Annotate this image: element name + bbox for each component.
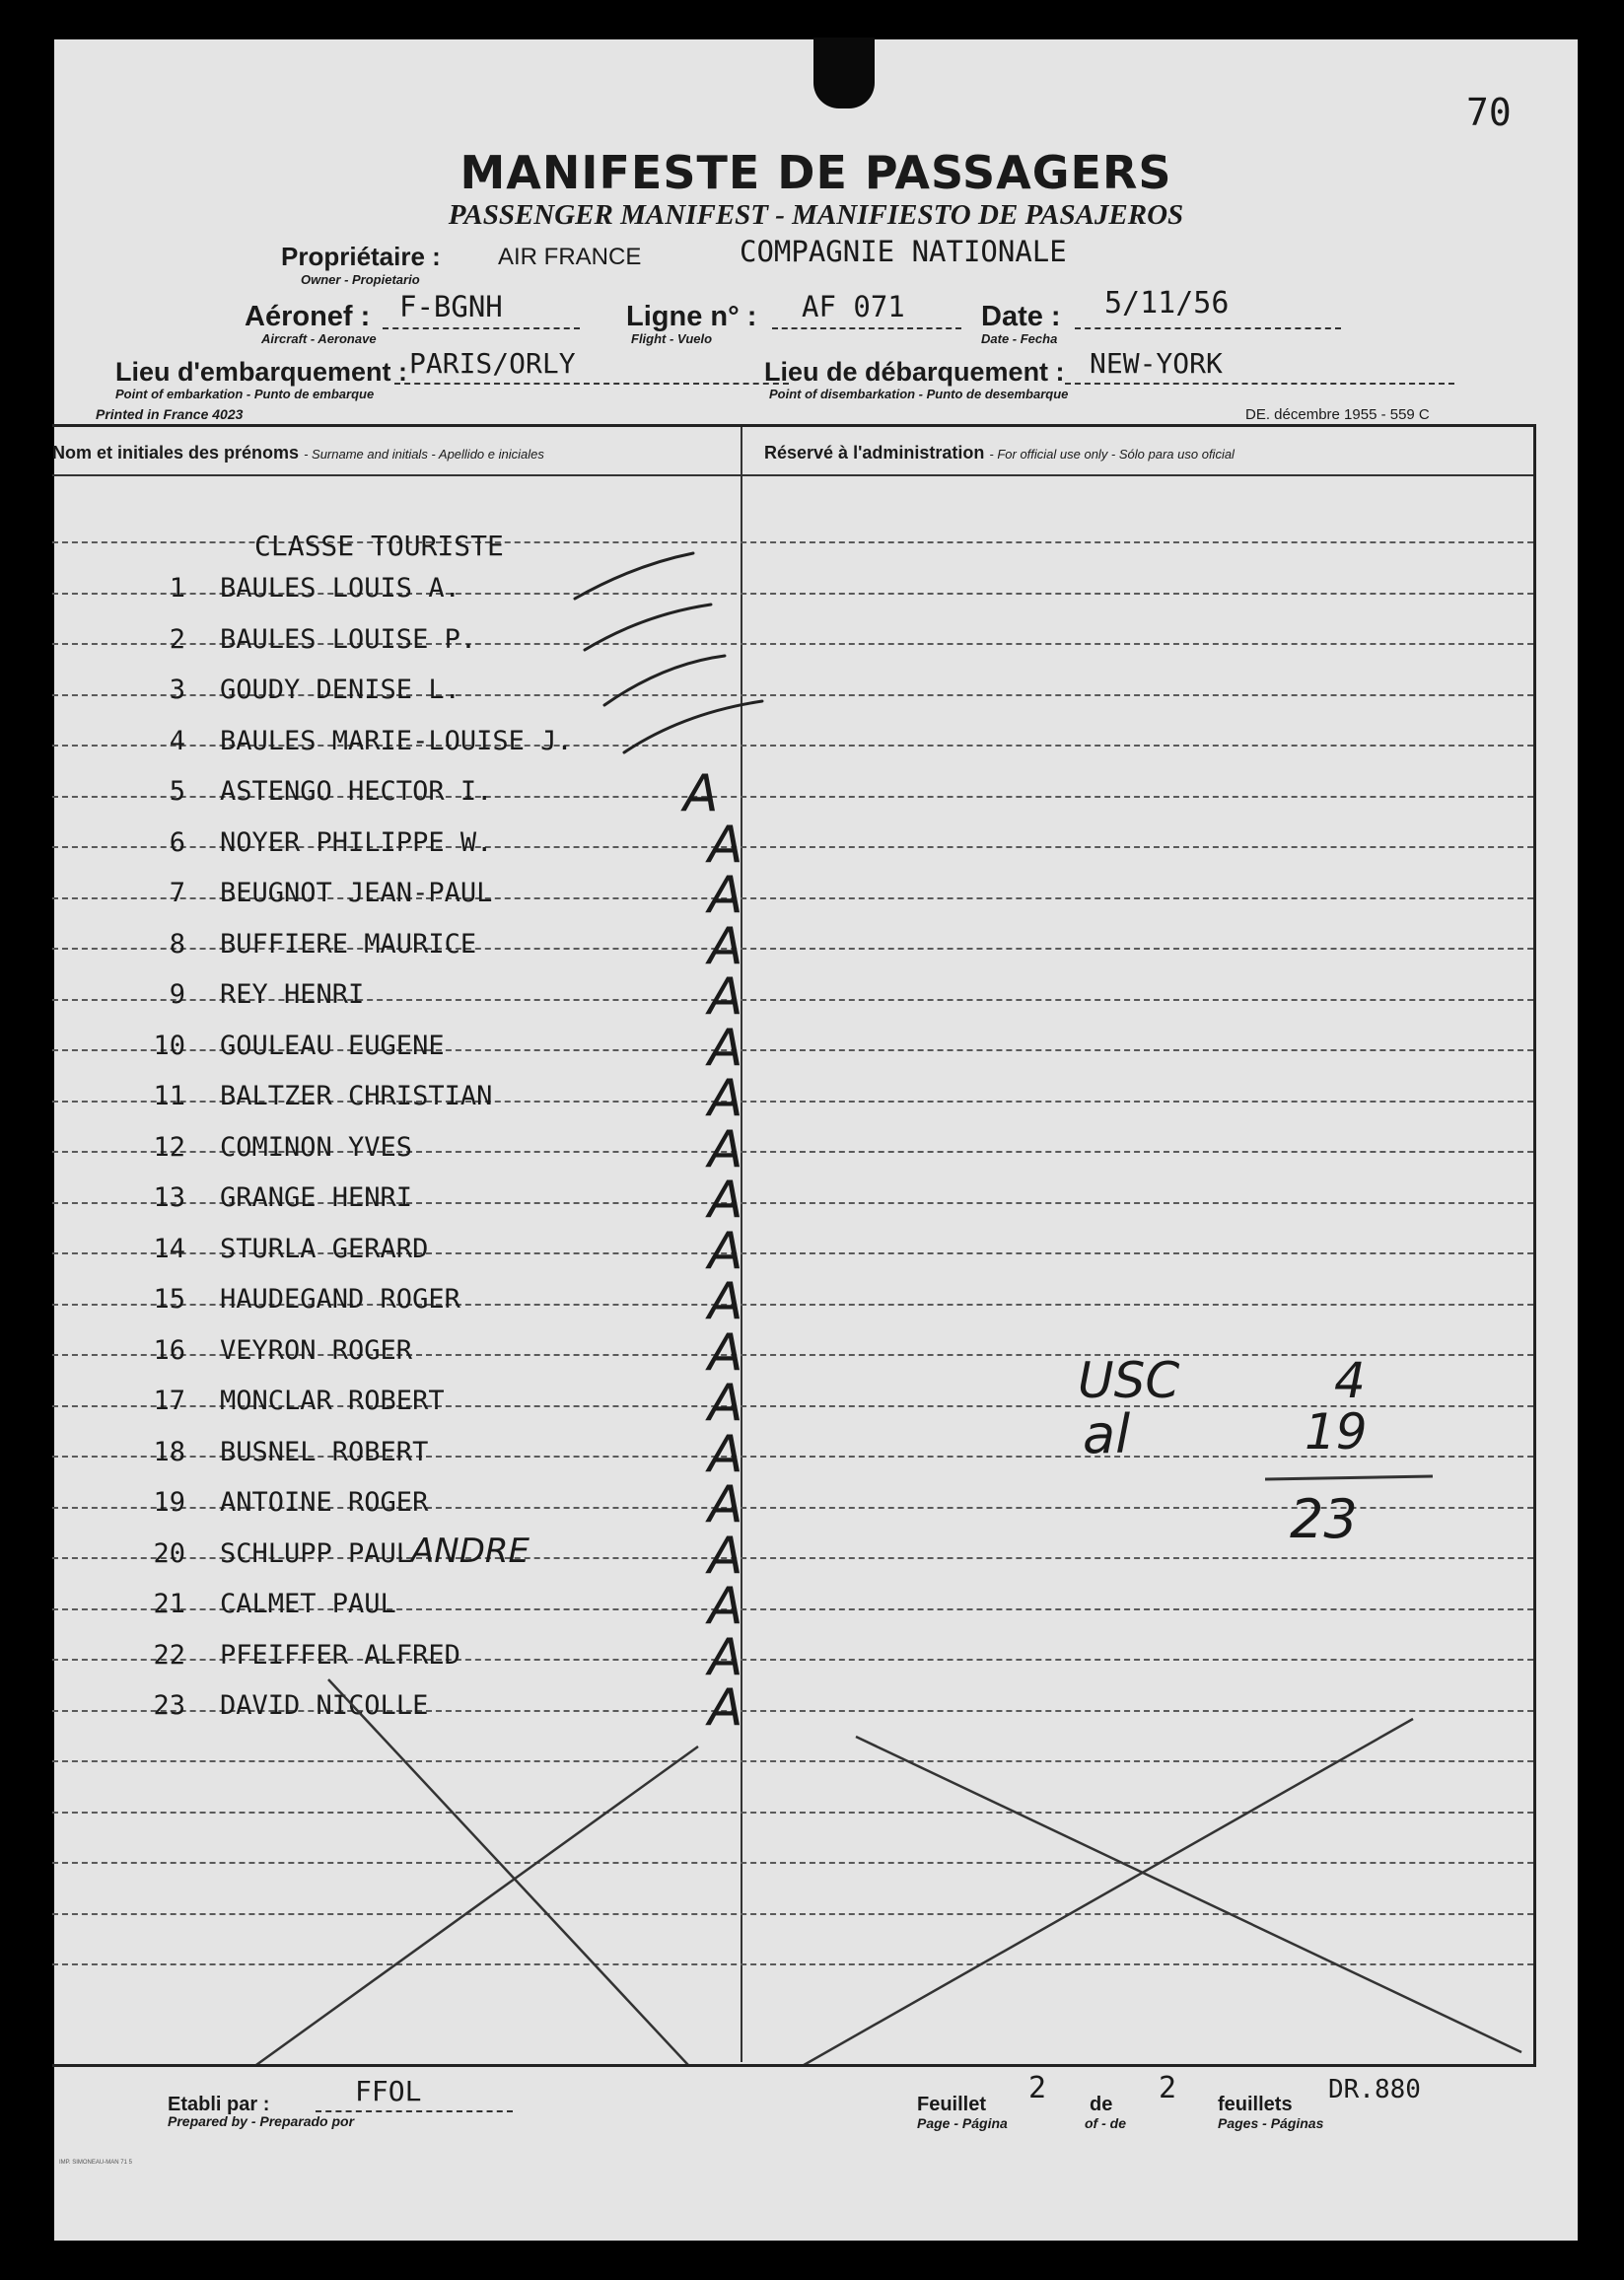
- passenger-number: 8: [169, 928, 185, 960]
- sheet-label: Feuillet: [917, 2094, 987, 2115]
- passenger-mark: A: [708, 916, 743, 976]
- check-mark-1: [575, 553, 693, 599]
- flight-label: Ligne n° :: [626, 301, 757, 332]
- passenger-number: 23: [153, 1690, 185, 1721]
- passenger-name: PFEIFFER ALFRED: [220, 1639, 460, 1671]
- passenger-name: BUSNEL ROBERT: [220, 1436, 429, 1467]
- passenger-mark: A: [708, 1069, 743, 1128]
- form-subtitle: PASSENGER MANIFEST - MANIFIESTO DE PASAJEROS: [448, 199, 1184, 231]
- passenger-name: REY HENRI: [220, 979, 365, 1010]
- passenger-number: 19: [153, 1487, 185, 1518]
- passenger-mark: A: [708, 1374, 743, 1433]
- passenger-name: BAULES LOUIS A.: [220, 573, 460, 604]
- disembark-value: NEW-YORK: [1090, 347, 1223, 380]
- passenger-number: 14: [153, 1233, 185, 1264]
- passenger-mark: A: [708, 1018, 743, 1078]
- passenger-mark: A: [708, 1577, 743, 1636]
- passenger-mark: A: [708, 1475, 743, 1534]
- cross-out-left-1: [328, 1679, 742, 2064]
- sheet-sub-of: of - de: [1085, 2115, 1126, 2131]
- passenger-number: 3: [169, 675, 185, 705]
- passenger-mark: A: [708, 1322, 743, 1383]
- owner-airline: AIR FRANCE: [498, 244, 642, 270]
- passenger-name: BEUGNOT JEAN-PAUL: [220, 878, 493, 908]
- tally-al-label: al: [1083, 1403, 1131, 1465]
- sheet-of-value: 2: [1159, 2071, 1177, 2105]
- passenger-name: GOUDY DENISE L.: [220, 675, 460, 705]
- flight-line: [772, 327, 961, 329]
- passenger-mark: A: [708, 1272, 743, 1331]
- cross-out-right-2: [733, 1719, 1413, 2064]
- check-mark-4: [624, 701, 762, 752]
- date-value: 5/11/56: [1104, 286, 1230, 321]
- passenger-name: SCHLUPP PAUL: [220, 1537, 413, 1569]
- passenger-name: HAUDEGAND ROGER: [220, 1284, 460, 1315]
- passenger-mark: A: [708, 866, 743, 925]
- embark-label: Lieu d'embarquement :: [115, 357, 407, 387]
- embark-sublabel: Point of embarkation - Punto de embarque: [115, 387, 375, 401]
- disembark-sublabel: Point of disembarkation - Punto de desembarque: [769, 387, 1069, 401]
- passenger-name: BALTZER CHRISTIAN: [220, 1081, 493, 1111]
- flight-value: AF 071: [802, 290, 905, 323]
- sheet-value: 2: [1028, 2071, 1047, 2105]
- passenger-name: NOYER PHILIPPE W.: [220, 826, 493, 858]
- passenger-number: 9: [169, 979, 185, 1010]
- owner-sublabel: Owner - Propietario: [301, 272, 420, 287]
- sheet-sub-page: Page - Página: [917, 2115, 1008, 2131]
- passenger-mark: A: [708, 1424, 743, 1484]
- printed-note: Printed in France 4023: [96, 406, 244, 422]
- column-header-right: Réservé à l'administration - For official use only - Sólo para uso oficial: [764, 443, 1235, 463]
- passenger-number: 20: [153, 1537, 185, 1569]
- passenger-number: 11: [153, 1081, 185, 1111]
- passenger-number: 10: [153, 1030, 185, 1061]
- check-mark-2: [585, 605, 711, 650]
- prepared-line: [316, 2110, 513, 2112]
- passenger-mark: A: [708, 815, 743, 875]
- form-code: DE. décembre 1955 - 559 C: [1245, 406, 1430, 423]
- passenger-name: ANTOINE ROGER: [220, 1487, 429, 1518]
- passenger-name: GRANGE HENRI: [220, 1182, 413, 1213]
- aircraft-line: [383, 327, 580, 329]
- manifest-sheet: [54, 39, 1578, 2241]
- passenger-mark: A: [708, 1221, 743, 1281]
- passenger-name: GOULEAU EUGENE: [220, 1030, 445, 1061]
- form-dr-code: DR.880: [1328, 2075, 1421, 2104]
- passenger-mark: A: [708, 1627, 743, 1687]
- passenger-mark: A: [708, 1171, 743, 1230]
- passenger-name: BUFFIERE MAURICE: [220, 928, 477, 960]
- passenger-number: 13: [153, 1182, 185, 1213]
- passenger-name: STURLA GERARD: [220, 1233, 429, 1264]
- embark-value: PARIS/ORLY: [409, 347, 576, 380]
- flight-sublabel: Flight - Vuelo: [631, 331, 713, 346]
- tally-al-value: 19: [1305, 1403, 1368, 1461]
- disembark-label: Lieu de débarquement :: [764, 357, 1065, 387]
- sheet-of-label: de: [1090, 2094, 1113, 2115]
- tally-usc-label: USC: [1078, 1352, 1180, 1409]
- cross-out-marks: [52, 427, 1533, 2064]
- cross-out-left-2: [200, 1746, 698, 2064]
- passenger-name: COMINON YVES: [220, 1131, 413, 1163]
- passenger-number: 5: [169, 776, 185, 807]
- prepared-value: FFOL: [355, 2075, 422, 2107]
- passenger-number: 15: [153, 1284, 185, 1315]
- aircraft-value: F-BGNH: [399, 290, 503, 323]
- aircraft-label: Aéronef :: [245, 301, 371, 332]
- passenger-name: VEYRON ROGER: [220, 1334, 413, 1366]
- passenger-name: ASTENGO HECTOR I.: [220, 776, 493, 807]
- sheet-suffix: feuillets: [1218, 2094, 1293, 2115]
- passenger-mark: A: [708, 967, 743, 1027]
- passenger-number: 12: [153, 1131, 185, 1163]
- passenger-number: 7: [169, 878, 185, 908]
- class-label: CLASSE TOURISTE: [254, 530, 504, 562]
- owner-value: COMPAGNIE NATIONALE: [740, 235, 1067, 268]
- prepared-label: Etabli par :: [168, 2094, 270, 2115]
- passenger-number: 1: [169, 573, 185, 604]
- passenger-number: 4: [169, 725, 185, 756]
- passenger-number: 17: [153, 1386, 185, 1416]
- passenger-number: 6: [169, 826, 185, 858]
- date-line: [1075, 327, 1341, 329]
- form-title: MANIFESTE DE PASSAGERS: [459, 146, 1172, 199]
- passenger-mark: A: [708, 1678, 743, 1738]
- embark-line: [394, 383, 789, 385]
- annotation-andre: ANDRE: [411, 1532, 530, 1571]
- manifest-table: [52, 424, 1536, 2067]
- passenger-name: BAULES LOUISE P.: [220, 623, 477, 655]
- passenger-number: 2: [169, 623, 185, 655]
- check-mark-3: [604, 656, 725, 705]
- passenger-name: DAVID NICOLLE: [220, 1690, 429, 1721]
- column-header-left: Nom et initiales des prénoms - Surname and initials - Apellido e iniciales: [52, 443, 544, 463]
- passenger-name: MONCLAR ROBERT: [220, 1386, 445, 1416]
- passenger-mark: A: [683, 764, 719, 823]
- passenger-number: 16: [153, 1334, 185, 1366]
- passenger-number: 21: [153, 1589, 185, 1619]
- passenger-name: CALMET PAUL: [220, 1589, 396, 1619]
- page-number: 70: [1466, 91, 1512, 134]
- passenger-name: BAULES MARIE-LOUISE J.: [220, 725, 573, 756]
- aircraft-sublabel: Aircraft - Aeronave: [261, 331, 377, 346]
- imprint: IMP. SIMONEAU-MAN 71 5: [59, 2160, 132, 2166]
- cross-out-right-1: [856, 1737, 1521, 2052]
- passenger-mark: A: [708, 1526, 743, 1586]
- date-label: Date :: [981, 301, 1061, 332]
- tally-usc-value: 4: [1334, 1352, 1366, 1409]
- tally-total: 23: [1290, 1488, 1358, 1550]
- date-sublabel: Date - Fecha: [981, 331, 1058, 346]
- passenger-mark: A: [708, 1119, 743, 1179]
- disembark-line: [1065, 383, 1454, 385]
- prepared-sublabel: Prepared by - Preparado por: [168, 2113, 355, 2129]
- sheet-sub-pages: Pages - Páginas: [1218, 2115, 1324, 2131]
- passenger-number: 22: [153, 1639, 185, 1671]
- owner-label: Propriétaire :: [281, 242, 441, 271]
- passenger-number: 18: [153, 1436, 185, 1467]
- punch-hole: [813, 37, 875, 108]
